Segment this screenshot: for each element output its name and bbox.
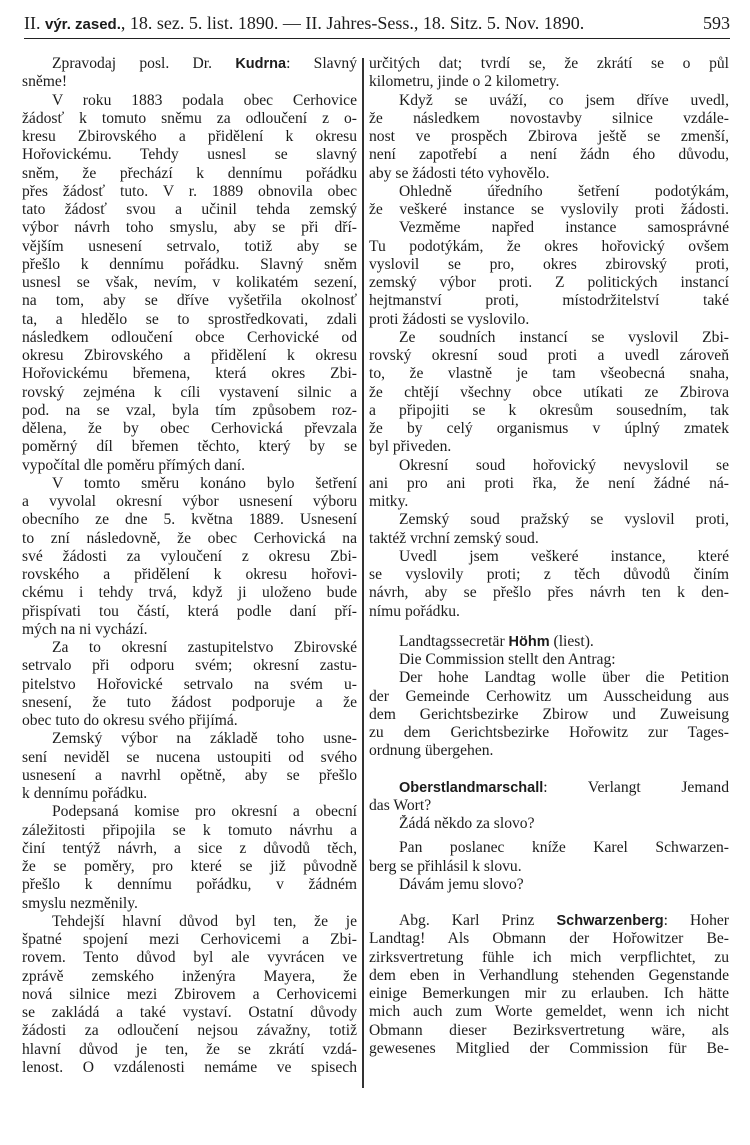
text-line: určitých dat; tvrdí se, že zkrátí se o půl bbox=[369, 55, 729, 72]
text-line: Die Commission stellt den Antrag: bbox=[399, 651, 616, 668]
text-line: návrh, aby se přešlo přes návrh ten k den- bbox=[369, 584, 729, 602]
text-line: zu dem Gerichtsbezirke Hořowitz zur Tages- bbox=[369, 724, 729, 741]
column-divider bbox=[362, 58, 364, 1088]
header-title bbox=[24, 13, 584, 34]
text-line: Tu podotýkám, že okres hořovický ovšem bbox=[369, 237, 729, 255]
text-line: že následkem novostavby silnice vzdále- bbox=[369, 109, 729, 127]
text-line: se zakládá a také vystaví. Ostatní důvody bbox=[22, 1004, 357, 1021]
speaker-name: Kudrna bbox=[235, 56, 287, 72]
text-line: žádosti za odloučení nejsou závažny, totiž bbox=[22, 1022, 357, 1040]
text-line: rovský okresní soud proti a uvedl zároveň bbox=[369, 347, 729, 364]
text-line bbox=[369, 633, 729, 651]
text-line: dem eben in Verhandlung stehenden Gegenstande bbox=[369, 966, 729, 984]
text-line: vypočítal dle poměru přímých daní. bbox=[22, 456, 246, 474]
text-line: einige Bemerkungen mir zu erlauben. Ich hätte bbox=[369, 985, 729, 1002]
text-line: obecního ze dne 5. května 1889. Usnesení bbox=[22, 511, 357, 529]
text-line: ani pro ani proti řka, že není žádné ná- bbox=[369, 474, 729, 492]
text-line: Za to okresní zastupitelstvo Zbirovské bbox=[52, 639, 357, 656]
text-line: Obmann dieser Bezirksvertretung wäre, als bbox=[369, 1021, 729, 1039]
header-title-pre: II. bbox=[24, 13, 45, 33]
text-line: rovem. Tento důvod byl ale vyvrácen ve bbox=[22, 949, 357, 967]
text-line: Zemský výbor na základě toho usne- bbox=[52, 730, 357, 748]
text-line: sení neviděl se nucena ustoupiti od svého bbox=[22, 748, 357, 766]
text-line: záležitosti připojila se k tomuto návrhu a bbox=[22, 821, 357, 839]
text-line bbox=[369, 779, 729, 797]
text-line: Ze soudních instancí se vyslovil Zbi- bbox=[399, 328, 729, 346]
text-line: tato žádosť svou a učinil tehda zemský bbox=[22, 201, 357, 218]
text-line: činí tentýž návrh, a sice z důvodů těch, bbox=[22, 839, 357, 857]
text-line: to, že vlastně je tam všeobecná snaha, bbox=[369, 365, 729, 383]
header-title-post: , 18. sez. 5. list. 1890. — II. Jahres-Sess., 18. Sitz. 5. Nov. 1890. bbox=[120, 13, 585, 33]
text-line: žádosť k tomuto sněmu za odloučení z o- bbox=[22, 109, 357, 127]
text-line: Hořovickému. Tehdy usnesl se slavný bbox=[22, 146, 357, 164]
text-line: usnesení a navrhl opětně, aby se přešlo bbox=[22, 766, 357, 784]
text-line: zemský výbor proti. Z politických instancí bbox=[369, 274, 729, 291]
text-line: Uvedl jsem veškeré instance, které bbox=[399, 547, 729, 565]
text-line: das Wort? bbox=[369, 796, 432, 814]
text-line: ta, a hledělo se to sprostředkovati, zdali bbox=[22, 310, 357, 328]
text-line: byl přiveden. bbox=[369, 438, 452, 456]
text-segment: Abg. Karl Prinz bbox=[399, 912, 557, 929]
text-line: poměrný díl břemen těchto, který by se bbox=[22, 438, 357, 456]
text-line: přešlo k dennímu pořádku. Slavný sněm bbox=[22, 255, 357, 273]
paragraph-gap bbox=[369, 761, 729, 779]
text-line: se vyslovily proti; z těch důvodů činím bbox=[369, 566, 729, 583]
text-line: nost ve prospěch Zbirova ještě se zmenší, bbox=[369, 128, 729, 145]
text-line: sněm, že přechází k dennímu pořádku bbox=[22, 164, 357, 182]
text-segment: (liest). bbox=[549, 632, 594, 650]
text-line: Když se uváží, co jsem dříve uvedl, bbox=[399, 91, 729, 109]
text-line: Ohledně úředního šetření podotýkám, bbox=[399, 182, 729, 200]
text-line: že chtějí všechny obce utíkati ze Zbirova bbox=[369, 383, 729, 401]
text-line: ckému i tehdy trvá, když ji uloženo bude bbox=[22, 584, 357, 602]
paragraph-gap bbox=[369, 894, 729, 912]
text-line: že by celý organismus v úplný zmatek bbox=[369, 420, 729, 437]
text-segment: : Verlangt Jemand bbox=[543, 778, 729, 796]
text-line: berg se přihlásil k slovu. bbox=[369, 857, 522, 875]
text-line: na tom, aby se dříve vyšetřila okolnosť bbox=[22, 292, 357, 310]
text-line bbox=[22, 55, 357, 73]
text-line: mitky. bbox=[369, 493, 409, 510]
text-line: sněme! bbox=[22, 73, 68, 91]
text-line: přešlo k dennímu pořádku, v žádném bbox=[22, 876, 357, 894]
text-line: vějším usnesení setrvalo, totiž aby se bbox=[22, 237, 357, 255]
text-line: pitelstvo Hořovické setrvalo na svém u- bbox=[22, 675, 357, 693]
text-line: přes žádosť tuto. V r. 1889 obnovila obec bbox=[22, 182, 357, 200]
text-line: Hořovickému břemena, která okres Zbi- bbox=[22, 365, 357, 383]
text-line: Landtag! Als Obmann der Hořowitzer Be- bbox=[369, 930, 729, 948]
text-line: dělena, že by obec Cerhovická převzala bbox=[22, 420, 357, 437]
text-line: že veškeré instance se vyslovily proti žádosti. bbox=[369, 201, 729, 218]
text-line: Dávám jemu slovo? bbox=[399, 875, 524, 893]
text-line: a připojiti se k okresům sousedním, tak bbox=[369, 401, 729, 419]
speaker-name: Höhm bbox=[508, 633, 550, 650]
text-line: Okresní soud hořovický nevyslovil se bbox=[399, 456, 729, 474]
text-line: Tehdejší hlavní důvod byl ten, že je bbox=[52, 912, 357, 930]
text-line: hejtmanství proti, místodržitelství také bbox=[369, 292, 729, 310]
text-line: der Gemeinde Cerhowitz um Ausscheidung aus bbox=[369, 687, 729, 705]
text-line: nová silnice mezi Zbirovem a Cerhovicemi bbox=[22, 985, 357, 1003]
text-line: rovského a přidělení k okresu hořovi- bbox=[22, 566, 357, 583]
text-line: lenost. O vzdálenosti nemáme ve spisech bbox=[22, 1058, 357, 1076]
paragraph-gap bbox=[369, 621, 729, 633]
text-line: rovský zejména k cíli vystavení silnic a bbox=[22, 383, 357, 401]
text-line: vyslovil se pro, okres zbirovský proti, bbox=[369, 255, 729, 273]
page-number: 593 bbox=[703, 13, 730, 33]
text-line: Der hohe Landtag wolle über die Petition bbox=[399, 669, 729, 687]
text-line: že se poměry, pro které se již původně bbox=[22, 858, 357, 875]
text-line: snesení, že tuto žádost podporuje a že bbox=[22, 693, 357, 711]
text-line: aby se žádosti této vyhovělo. bbox=[369, 164, 550, 182]
text-line: není zapotřebí a není žádn ého důvodu, bbox=[369, 146, 729, 164]
text-line: okresu Zbirovského a přidělení k okresu bbox=[22, 347, 357, 364]
text-line: Podepsaná komise pro okresní a obecní bbox=[52, 803, 357, 821]
text-line: mých na ni vychází. bbox=[22, 620, 148, 638]
text-line: proti žádosti se vyslovilo. bbox=[369, 310, 530, 328]
text-line: gewesenes Mitglied der Commission für Be- bbox=[369, 1039, 729, 1057]
text-line: Vezměme napřed instance samosprávné bbox=[399, 219, 729, 237]
text-line: následkem odloučení obce Cerhovické od bbox=[22, 328, 357, 346]
text-segment: Landtagssecretär bbox=[399, 632, 509, 650]
text-line: kresu Zbirovského a přidělení k okresu bbox=[22, 128, 357, 145]
text-line: a vyvolal okresní výbor usnesení výboru bbox=[22, 493, 357, 510]
text-line: špatné spojení mezi Cerhovicemi a Zbi- bbox=[22, 931, 357, 948]
running-header bbox=[24, 4, 730, 39]
text-line: nímu pořádku. bbox=[369, 602, 460, 620]
text-line: ordnung übergehen. bbox=[369, 742, 494, 760]
text-line: Žádá někdo za slovo? bbox=[399, 815, 535, 832]
text-line: kilometru, jinde o 2 kilometry. bbox=[369, 73, 560, 91]
text-line: setrvalo při odporu svém; okresní zastu- bbox=[22, 657, 357, 675]
right-column bbox=[369, 55, 729, 1058]
text-line: smyslu nezměnily. bbox=[22, 894, 138, 912]
text-segment: Zpravodaj posl. Dr. bbox=[52, 55, 236, 72]
text-line: to zní následovně, že obec Cerhovická na bbox=[22, 529, 357, 547]
header-title-bold: výr. zased. bbox=[45, 16, 121, 33]
text-line: hlavní důvod je ten, že se zkrátí vzdá- bbox=[22, 1040, 357, 1058]
text-line: V roku 1883 podala obec Cerhovice bbox=[52, 91, 357, 109]
text-line: dem Gerichtsbezirke Zbirow und Zuweisung bbox=[369, 705, 729, 723]
text-line: Pan poslanec kníže Karel Schwarzen- bbox=[399, 839, 729, 857]
text-segment: : Slavný bbox=[286, 55, 357, 72]
text-line: obec tuto do okresu svého přijímá. bbox=[22, 712, 238, 729]
text-line: pod. na se vzal, byla tím způsobem roz- bbox=[22, 401, 357, 419]
speaker-name: Schwarzenberg bbox=[556, 913, 664, 929]
text-line: přispívati tou částí, která podle daní pří- bbox=[22, 602, 357, 620]
text-line: usnesl se však, nevím, v kolikatém sezení, bbox=[22, 274, 357, 291]
speaker-name: Oberstlandmarschall bbox=[399, 779, 544, 796]
text-line: zirksvertretung fühle ich mich verpflichtet, zu bbox=[369, 948, 729, 966]
left-column bbox=[22, 55, 357, 1077]
text-line: zprávě zemského inženýra Mayera, že bbox=[22, 967, 357, 985]
text-line: V tomto směru konáno bylo šetření bbox=[52, 474, 357, 492]
text-line bbox=[369, 912, 729, 930]
text-line: Zemský soud pražský se vyslovil proti, bbox=[399, 511, 729, 529]
text-line: výbor návrh toho smyslu, aby se při dří- bbox=[22, 219, 357, 237]
text-segment: : Hoher bbox=[663, 912, 729, 929]
text-line: k dennímu pořádku. bbox=[22, 785, 148, 802]
text-line: taktéž vrchní zemský soud. bbox=[369, 529, 539, 547]
text-line: mich auch zum Worte gemeldet, wenn ich nicht bbox=[369, 1003, 729, 1021]
text-line: své žádosti za vyloučení z okresu Zbi- bbox=[22, 547, 357, 565]
